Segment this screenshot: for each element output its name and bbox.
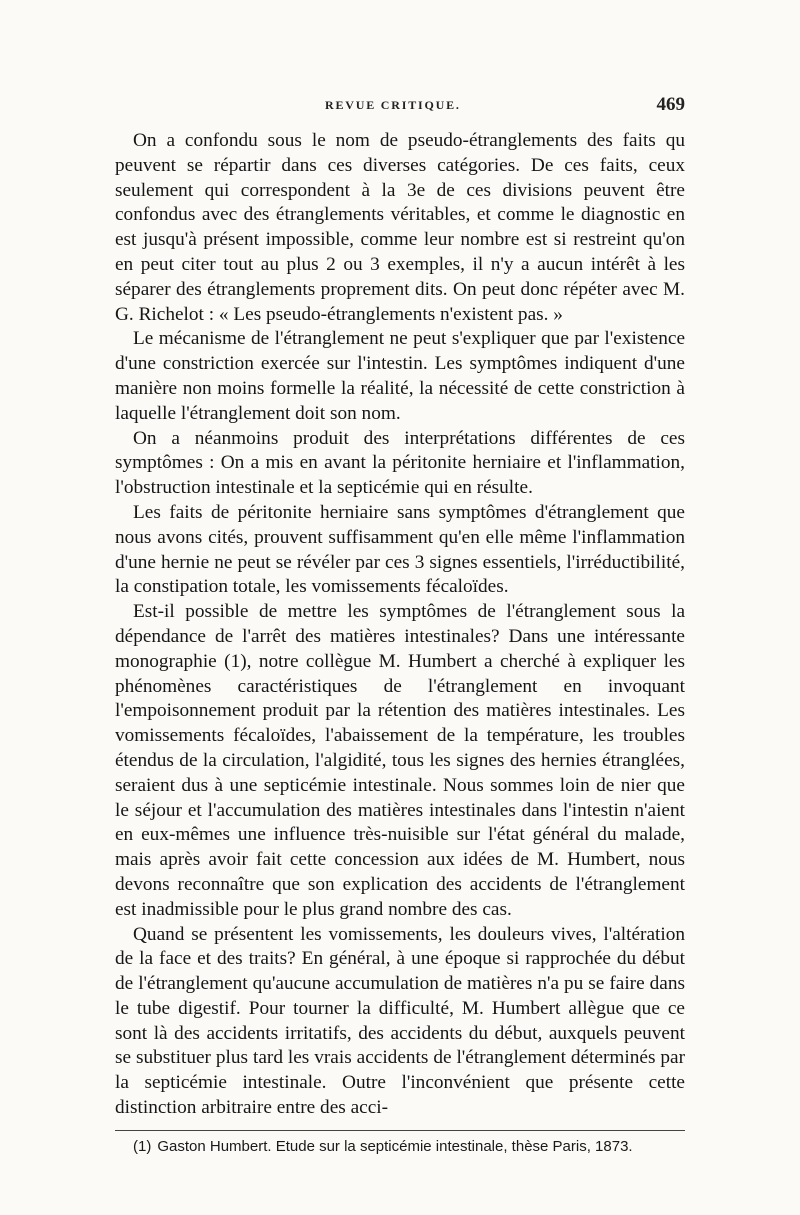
document-page (115, 95, 685, 1157)
footnote-text: Gaston Humbert. Etude sur la septicémie intestinale, thèse Paris, 1873. (157, 1137, 633, 1155)
footnote-number: (1) (133, 1137, 152, 1155)
paragraph-peritonite: Les faits de péritonite herniaire sans symptômes d'étranglement que nous avons cités, prouvent suffisamment qu'en elle même l'inflammation d'une hernie ne peut se révéler par ces 3 signes essentiels, l'irréductibilité, la constipation totale, les vomissements fécaloïdes. (115, 501, 685, 598)
journal-title: REVUE CRITIQUE. (325, 98, 461, 112)
running-header (115, 95, 685, 129)
page-number: 469 (656, 94, 685, 115)
footnote (133, 1137, 685, 1157)
paragraph-vomissements: Quand se présentent les vomissements, les douleurs vives, l'altération de la face et des traits? En général, à une époque si rapprochée du début de l'étranglement qu'aucune accumulation de matières n'a pu se faire dans le tube digestif. Pour tourner la difficulté, M. Humbert allègue que ce sont là des accidents irritatifs, des accidents du début, auxquels peuvent se substituer plus tard les vrais accidents de l'étranglement déterminés par la septicémie intestinale. Outre l'inconvénient que présente cette distinction arbitraire entre des acci- (115, 923, 685, 1119)
paragraph-septicemie: Est-il possible de mettre les symptômes de l'étranglement sous la dépendance de l'arrêt des matières intestinales? Dans une intéressante monographie (1), notre collègue M. Humbert a cherché à expliquer les phénomènes caractéristiques de l'étranglement en invoquant l'empoisonnement produit par la rétention des matières intestinales. Les vomissements fécaloïdes, l'abaissement de la température, les troubles étendus de la circulation, l'algidité, tous les signes des hernies étranglées, seraient dus à une septicémie intestinale. Nous sommes loin de nier que le séjour et l'accumulation des matières intestinales dans l'intestin n'aient en eux-mêmes une influence très-nuisible sur l'état général du malade, mais après avoir fait cette concession aux idées de M. Humbert, nous devons reconnaître que son explication des accidents de l'étranglement est inadmissible pour le plus grand nombre des cas. (115, 601, 685, 920)
paragraph-pseudo-etranglements: On a confondu sous le nom de pseudo-étranglements des faits qu peuvent se répartir dans ces diverses catégories. De ces faits, ceux seulement qui correspondent à la 3e de ces divisions peuvent être confondus avec des étranglements véritables, et comme le diagnostic en est jusqu'à présent impossible, comme leur nombre est si restreint qu'on en peut citer tout au plus 2 ou 3 exemples, il n'y a aucun intérêt à les séparer des étranglements proprement dits. On peut donc répéter avec M. G. Richelot : « Les pseudo-étranglements n'existent pas. » (115, 130, 685, 325)
footnote-divider (115, 1130, 685, 1131)
paragraph-mecanisme: Le mécanisme de l'étranglement ne peut s'expliquer que par l'existence d'une constriction exercée sur l'intestin. Les symptômes indiquent d'une manière non moins formelle la réalité, la nécessité de cette constriction à laquelle l'étranglement doit son nom. (115, 328, 685, 424)
paragraph-interpretations: On a néanmoins produit des interprétations différentes de ces symptômes : On a mis en avant la péritonite herniaire et l'inflammation, l'obstruction intestinale et la septicémie qui en résulte. (115, 427, 685, 499)
body-text (115, 129, 685, 1121)
